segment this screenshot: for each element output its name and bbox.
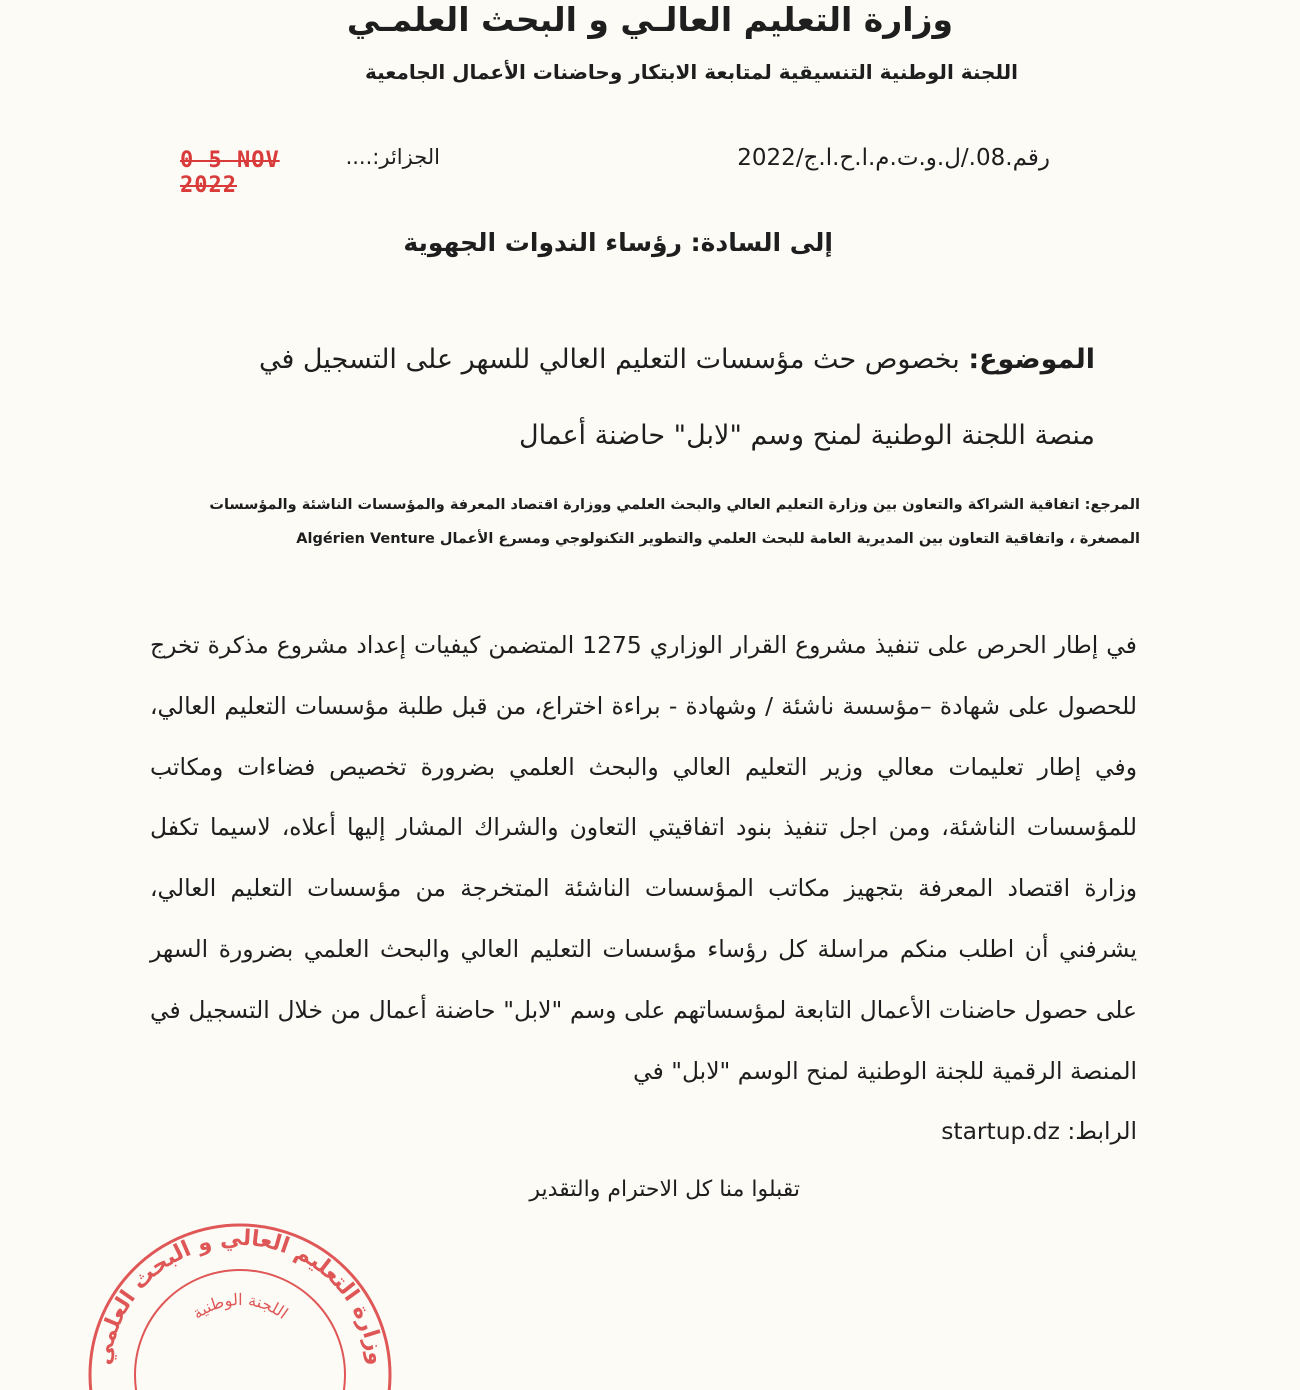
link-label: الرابط: — [1067, 1117, 1137, 1146]
city-label: الجزائر:.... — [345, 145, 440, 169]
seal-inner-text: اللجنة الوطنية — [188, 1289, 292, 1323]
subject-text: بخصوص حث مؤسسات التعليم العالي للسهر على التسجيل في منصة اللجنة الوطنية لمنح وسم "لابل" حاضنة أعمال — [258, 344, 1095, 451]
addressee: إلى السادة: رؤساء الندوات الجهوية — [403, 228, 833, 257]
committee-title: اللجنة الوطنية التنسيقية لمتابعة الابتكار وحاضنات الأعمال الجامعية — [364, 60, 1018, 84]
ministry-title: وزارة التعليم العالـي و البحث العلمـي — [346, 0, 954, 39]
seal-inner-ring — [135, 1270, 345, 1390]
subject-label: الموضوع: — [968, 344, 1095, 375]
seal-outer-text: وزارة التعليم العالي و البحث العلمي — [91, 1225, 389, 1367]
subject-block — [190, 322, 1095, 474]
body-paragraph — [150, 615, 1137, 1162]
reference-number: رقم.08./ل.و.ت.م.ا.ح.ا.ج/2022 — [737, 145, 1050, 171]
link-url[interactable]: startup.dz — [941, 1117, 1060, 1146]
official-seal — [80, 1190, 400, 1390]
reference-block: المرجع: اتفاقية الشراكة والتعاون بين وزارة التعليم العالي والبحث العلمي ووزارة اقتصاد المعرفة والمؤسسات الناشئة والمؤسسات المصغرة ، واتفاقية التعاون بين المديرية العامة للبحث العلمي والتطوير التكنولوجي ومسرع الأعمال Algérien Venture — [209, 497, 1140, 547]
body-text: في إطار الحرص على تنفيذ مشروع القرار الوزاري 1275 المتضمن كيفيات إعداد مشروع مذكرة تخرج للحصول على شهادة –مؤسسة ناشئة / وشهادة - براءة اختراع، من قبل طلبة مؤسسات التعليم العالي، وفي إطار تعليمات معالي وزير التعليم العالي والبحث العلمي بضرورة تخصيص فضاءات ومكاتب للمؤسسات الناشئة، ومن اجل تنفيذ بنود اتفاقيتي التعاون والشراك المشار إليها أعلاه، لاسيما تكفل وزارة اقتصاد المعرفة بتجهيز مكاتب المؤسسات الناشئة المتخرجة من مؤسسات التعليم العالي، يشرفني أن اطلب منكم مراسلة كل رؤساء مؤسسات التعليم العالي والبحث العلمي بضرورة السهر على حصول حاضنات الأعمال التابعة لمؤسساتهم على وسم "لابل" حاضنة أعمال من خلال التسجيل في المنصة الرقمية للجنة الوطنية لمنح الوسم "لابل" في — [150, 631, 1137, 1085]
date-stamp: 0 5 NOV 2022 — [180, 148, 280, 198]
closing-line: تقبلوا منا كل الاحترام والتقدير — [529, 1177, 800, 1202]
